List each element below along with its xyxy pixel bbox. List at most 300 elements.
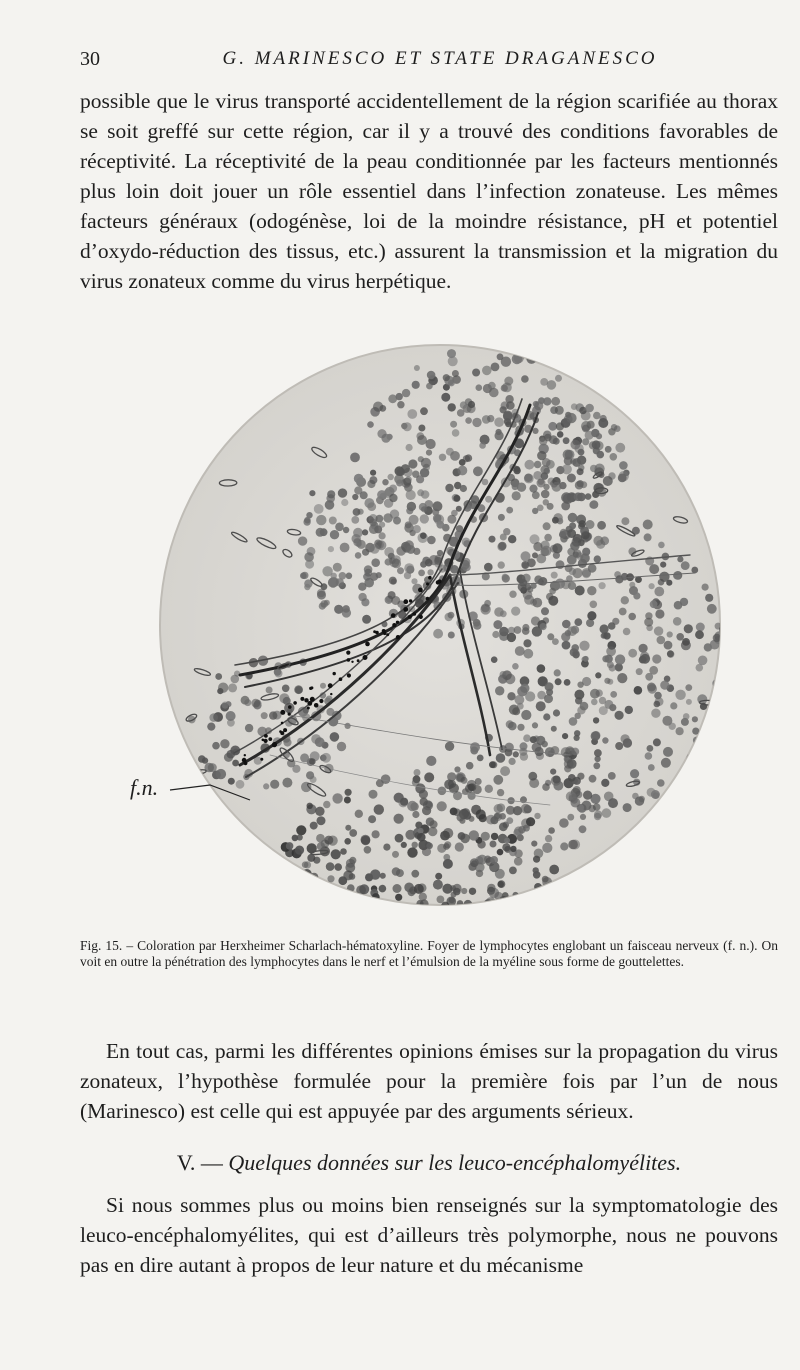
lymphocyte-cell (454, 766, 460, 772)
lymphocyte-cell (583, 791, 592, 800)
lymphocyte-cell (297, 834, 303, 840)
lymphocyte-cell (545, 747, 555, 757)
lymphocyte-cell (487, 415, 494, 422)
lymphocyte-cell (261, 712, 268, 719)
lymphocyte-cell (585, 431, 594, 440)
lymphocyte-cell (450, 451, 460, 461)
lymphocyte-cell (686, 699, 692, 705)
myelin-droplet (396, 635, 400, 639)
lymphocyte-cell (640, 654, 650, 664)
myelin-droplet (304, 698, 308, 702)
lymphocyte-cell (598, 418, 608, 428)
lymphocyte-cell (228, 683, 237, 692)
lymphocyte-cell (501, 357, 511, 367)
lymphocyte-cell (567, 474, 576, 483)
lymphocyte-cell (615, 654, 625, 664)
lymphocyte-cell (696, 623, 705, 632)
lymphocyte-cell (481, 832, 490, 841)
lymphocyte-cell (597, 521, 606, 530)
lymphocyte-cell (457, 900, 464, 907)
lymphocyte-cell (382, 920, 389, 925)
lymphocyte-cell (420, 798, 428, 806)
lymphocyte-cell (632, 793, 639, 800)
lymphocyte-cell (387, 922, 397, 926)
lymphocyte-cell (561, 747, 571, 757)
lymphocyte-cell (471, 914, 479, 922)
lymphocyte-cell (367, 480, 375, 488)
lymphocyte-cell (587, 586, 596, 595)
lymphocyte-cell (697, 694, 707, 704)
lymphocyte-cell (532, 742, 542, 752)
lymphocyte-cell (569, 522, 576, 529)
lymphocyte-cell (329, 517, 337, 525)
lymphocyte-cell (326, 862, 335, 871)
lymphocyte-cell (335, 523, 344, 532)
lymphocyte-cell (496, 753, 506, 763)
lymphocyte-cell (589, 775, 597, 783)
lymphocyte-cell (552, 517, 559, 524)
lymphocyte-cell (463, 812, 471, 820)
lymphocyte-cell (630, 769, 639, 778)
lymphocyte-cell (377, 429, 386, 438)
lymphocyte-cell (648, 764, 655, 771)
lymphocyte-cell (435, 873, 442, 880)
lymphocyte-cell (445, 742, 454, 751)
lymphocyte-cell (628, 613, 636, 621)
lymphocyte-cell (439, 921, 447, 925)
lymphocyte-cell (307, 878, 316, 887)
lymphocyte-cell (500, 610, 507, 617)
myelin-droplet (436, 580, 440, 584)
lymphocyte-cell (412, 811, 419, 818)
myelin-droplet (314, 703, 319, 708)
lymphocyte-cell (393, 884, 402, 893)
lymphocyte-cell (344, 838, 351, 845)
lymphocyte-cell (397, 401, 404, 408)
myelin-droplet (264, 734, 268, 738)
lymphocyte-cell (603, 632, 610, 639)
lymphocyte-cell (619, 608, 627, 616)
lymphocyte-cell (412, 471, 419, 478)
lymphocyte-cell (652, 654, 661, 663)
lymphocyte-cell (713, 711, 722, 720)
lymphocyte-cell (705, 594, 713, 602)
lymphocyte-cell (615, 711, 624, 720)
lymphocyte-cell (676, 633, 684, 641)
lymphocyte-cell (327, 875, 334, 882)
lymphocyte-cell (497, 881, 504, 888)
lymphocyte-cell (372, 830, 380, 838)
lymphocyte-cell (374, 804, 384, 814)
lymphocyte-cell (413, 525, 421, 533)
lymphocyte-cell (306, 771, 314, 779)
lymphocyte-cell (231, 675, 240, 684)
lymphocyte-cell (489, 918, 495, 924)
lymphocyte-cell (661, 758, 671, 768)
lymphocyte-cell (457, 409, 465, 417)
lymphocyte-cell (571, 440, 581, 450)
lymphocyte-cell (364, 846, 372, 854)
lymphocyte-cell (407, 409, 417, 419)
lymphocyte-cell (443, 843, 450, 850)
myelin-droplet (262, 739, 265, 742)
lymphocyte-cell (417, 833, 426, 842)
lymphocyte-cell (660, 681, 669, 690)
lymphocyte-cell (563, 494, 573, 504)
lymphocyte-cell (311, 884, 318, 891)
lymphocyte-cell (448, 403, 456, 411)
myelin-droplet (288, 705, 292, 709)
myelin-droplet (333, 672, 336, 675)
lymphocyte-cell (341, 499, 348, 506)
lymphocyte-cell (506, 806, 515, 815)
page-number: 30 (80, 48, 100, 70)
lymphocyte-cell (266, 687, 273, 694)
lymphocyte-cell (589, 501, 596, 508)
lymphocyte-cell (468, 401, 475, 408)
lymphocyte-cell (437, 801, 447, 811)
lymphocyte-cell (352, 494, 358, 500)
lymphocyte-cell (579, 520, 586, 527)
lymphocyte-cell (506, 507, 513, 514)
lymphocyte-cell (487, 884, 495, 892)
lymphocyte-cell (493, 775, 503, 785)
lymphocyte-cell (453, 884, 462, 893)
lymphocyte-cell (673, 572, 681, 580)
lymphocyte-cell (450, 421, 457, 428)
lymphocyte-cell (537, 505, 544, 512)
lymphocyte-cell (713, 727, 720, 734)
lymphocyte-cell (562, 464, 572, 474)
lymphocyte-cell (544, 694, 553, 703)
lymphocyte-cell (338, 917, 345, 924)
lymphocyte-cell (209, 713, 218, 722)
lymphocyte-cell (542, 783, 550, 791)
lymphocyte-cell (644, 618, 653, 627)
lymphocyte-cell (418, 828, 424, 834)
lymphocyte-cell (551, 397, 560, 406)
myelin-droplet (244, 754, 246, 756)
lymphocyte-cell (315, 807, 324, 816)
lymphocyte-cell (560, 842, 568, 850)
lymphocyte-cell (615, 443, 625, 453)
lymphocyte-cell (625, 706, 633, 714)
lymphocyte-cell (528, 772, 537, 781)
lymphocyte-cell (597, 451, 605, 459)
lymphocyte-cell (593, 412, 601, 420)
lymphocyte-cell (369, 903, 376, 910)
lymphocyte-cell (397, 468, 405, 476)
lymphocyte-cell (412, 381, 420, 389)
lymphocyte-cell (509, 867, 517, 875)
lymphocyte-cell (490, 912, 500, 922)
myelin-droplet (244, 761, 248, 765)
lymphocyte-cell (654, 692, 662, 700)
lymphocyte-cell (654, 587, 664, 597)
lymphocyte-cell (421, 506, 427, 512)
lymphocyte-cell (562, 733, 568, 739)
lymphocyte-cell (439, 454, 446, 461)
lymphocyte-cell (602, 808, 612, 818)
lymphocyte-cell (698, 656, 708, 666)
lymphocyte-cell (490, 856, 498, 864)
lymphocyte-cell (610, 691, 617, 698)
lymphocyte-cell (540, 378, 548, 386)
lymphocyte-cell (482, 366, 492, 376)
lymphocyte-cell (714, 687, 721, 694)
lymphocyte-cell (683, 713, 690, 720)
micrograph-field (160, 345, 720, 905)
lymphocyte-cell (704, 732, 713, 741)
lymphocyte-cell (458, 466, 468, 476)
lymphocyte-cell (649, 583, 655, 589)
paragraph-3: Si nous sommes plus ou moins bien renseignés sur la symptomatologie des leuco-encéphalomyélites, qui est d’ailleurs très polymorphe, nous ne pouvons pas en dire autant à propos de leur nature et du mécanisme (80, 1193, 778, 1277)
lymphocyte-cell (283, 738, 291, 746)
lymphocyte-cell (542, 843, 552, 853)
lymphocyte-cell (385, 558, 392, 565)
lymphocyte-cell (433, 880, 443, 890)
lymphocyte-cell (674, 601, 683, 610)
lymphocyte-cell (623, 803, 632, 812)
lymphocyte-cell (541, 490, 550, 499)
lymphocyte-cell (406, 545, 415, 554)
lymphocyte-cell (548, 596, 558, 606)
lymphocyte-cell (580, 553, 590, 563)
lymphocyte-cell (658, 579, 665, 586)
lymphocyte-cell (553, 709, 560, 716)
lymphocyte-cell (536, 701, 546, 711)
lymphocyte-cell (383, 844, 390, 851)
lymphocyte-cell (497, 803, 506, 812)
lymphocyte-cell (615, 742, 623, 750)
lymphocyte-cell (434, 915, 441, 922)
lymphocyte-cell (585, 493, 592, 500)
micrograph-figure (150, 335, 730, 925)
lymphocyte-cell (453, 495, 460, 502)
myelin-droplet (375, 631, 379, 635)
lymphocyte-cell (645, 752, 653, 760)
myelin-droplet (288, 713, 291, 716)
lymphocyte-cell (354, 474, 364, 484)
lymphocyte-cell (574, 690, 584, 700)
lymphocyte-cell (583, 656, 589, 662)
lymphocyte-cell (309, 490, 315, 496)
lymphocyte-cell (514, 857, 523, 866)
lymphocyte-cell (361, 836, 370, 845)
lymphocyte-cell (562, 620, 571, 629)
lymphocyte-cell (567, 759, 577, 769)
lymphocyte-cell (489, 536, 496, 543)
lymphocyte-cell (593, 762, 600, 769)
lymphocyte-cell (415, 822, 422, 829)
lymphocyte-cell (346, 573, 353, 580)
lymphocyte-cell (470, 858, 479, 867)
lymphocyte-cell (345, 825, 351, 831)
lymphocyte-cell (340, 543, 350, 553)
lymphocyte-cell (316, 515, 326, 525)
lymphocyte-cell (534, 461, 542, 469)
myelin-droplet (357, 659, 360, 662)
lymphocyte-cell (512, 483, 519, 490)
lymphocyte-cell (461, 777, 468, 784)
lymphocyte-cell (643, 520, 653, 530)
lymphocyte-cell (477, 755, 484, 762)
lymphocyte-cell (317, 816, 326, 825)
lymphocyte-cell (484, 600, 491, 607)
myelin-droplet (382, 629, 386, 633)
lymphocyte-cell (676, 727, 684, 735)
lymphocyte-cell (345, 789, 352, 796)
lymphocyte-cell (296, 882, 304, 890)
lymphocyte-cell (512, 663, 519, 670)
lymphocyte-cell (670, 702, 677, 709)
lymphocyte-cell (369, 790, 378, 799)
myelin-droplet (319, 699, 323, 703)
lymphocyte-cell (222, 702, 229, 709)
lymphocyte-cell (506, 720, 514, 728)
lymphocyte-cell (364, 578, 374, 588)
myelin-droplet (330, 693, 332, 695)
lymphocyte-cell (524, 474, 534, 484)
lymphocyte-cell (532, 722, 538, 728)
lymphocyte-cell (581, 421, 591, 431)
lymphocyte-cell (651, 709, 660, 718)
lymphocyte-cell (340, 848, 347, 855)
lymphocyte-cell (334, 605, 343, 614)
lymphocyte-cell (593, 803, 601, 811)
lymphocyte-cell (453, 913, 462, 922)
lymphocyte-cell (251, 699, 260, 708)
lymphocyte-cell (611, 424, 618, 431)
lymphocyte-cell (569, 568, 576, 575)
lymphocyte-cell (568, 513, 578, 523)
myelin-droplet (347, 673, 351, 677)
lymphocyte-cell (498, 514, 505, 521)
lymphocyte-cell (606, 646, 616, 656)
lymphocyte-cell (639, 796, 645, 802)
figure-label-fn: f.n. (130, 775, 159, 800)
lymphocyte-cell (426, 450, 432, 456)
lymphocyte-cell (414, 769, 421, 776)
lymphocyte-cell (594, 813, 601, 820)
lymphocyte-cell (534, 849, 544, 859)
lymphocyte-cell (551, 572, 558, 579)
lymphocyte-cell (309, 758, 316, 765)
lymphocyte-cell (450, 808, 458, 816)
lymphocyte-cell (532, 428, 538, 434)
lymphocyte-cell (547, 503, 554, 510)
lymphocyte-cell (426, 439, 436, 449)
lymphocyte-cell (400, 798, 408, 806)
lymphocyte-cell (412, 842, 418, 848)
lymphocyte-cell (548, 422, 557, 431)
lymphocyte-cell (220, 739, 229, 748)
lymphocyte-cell (508, 535, 516, 543)
lymphocyte-cell (495, 869, 505, 879)
lymphocyte-cell (647, 745, 654, 752)
lymphocyte-cell (531, 841, 537, 847)
lymphocyte-cell (509, 758, 516, 765)
lymphocyte-cell (369, 901, 377, 909)
lymphocyte-cell (428, 827, 437, 836)
lymphocyte-cell (392, 851, 399, 858)
lymphocyte-cell (505, 743, 514, 752)
lymphocyte-cell (490, 841, 497, 848)
lymphocyte-cell (338, 488, 347, 497)
lymphocyte-cell (604, 678, 610, 684)
lymphocyte-cell (401, 842, 407, 848)
lymphocyte-cell (675, 690, 685, 700)
lymphocyte-cell (600, 536, 609, 545)
myelin-droplet (300, 697, 304, 701)
lymphocyte-cell (216, 769, 226, 779)
lymphocyte-cell (327, 490, 335, 498)
lymphocyte-cell (706, 742, 712, 748)
lymphocyte-cell (426, 383, 433, 390)
lymphocyte-cell (472, 369, 480, 377)
lymphocyte-cell (515, 646, 525, 656)
lymphocyte-cell (355, 541, 361, 547)
myelin-droplet (328, 683, 333, 688)
lymphocyte-cell (320, 683, 326, 689)
lymphocyte-cell (282, 778, 292, 788)
lymphocyte-cell (579, 825, 587, 833)
lymphocyte-cell (654, 701, 661, 708)
section-heading (80, 1150, 778, 1176)
lymphocyte-cell (484, 563, 493, 572)
myelin-droplet (418, 588, 423, 593)
lymphocyte-cell (228, 778, 235, 785)
lymphocyte-cell (485, 496, 492, 503)
lymphocyte-cell (380, 873, 386, 879)
paragraph-2: En tout cas, parmi les différentes opinions émises sur la propagation du virus zonateux, l’hypothèse formulée pour la première fois par l’un de nous (Marinesco) est celle qui est appuyée par des arguments sérieux. (80, 1039, 778, 1123)
lymphocyte-cell (373, 402, 383, 412)
lymphocyte-cell (466, 762, 474, 770)
lymphocyte-cell (473, 466, 483, 476)
lymphocyte-cell (517, 724, 524, 731)
lymphocyte-cell (566, 413, 576, 423)
lymphocyte-cell (445, 484, 453, 492)
lymphocyte-cell (418, 456, 424, 462)
lymphocyte-cell (503, 412, 512, 421)
lymphocyte-cell (511, 607, 520, 616)
lymphocyte-cell (552, 638, 559, 645)
lymphocyte-cell (344, 797, 351, 804)
lymphocyte-cell (506, 817, 513, 824)
lymphocyte-cell (521, 804, 531, 814)
lymphocyte-cell (595, 672, 601, 678)
lymphocyte-cell (582, 568, 591, 577)
lymphocyte-cell (691, 567, 698, 574)
lymphocyte-cell (370, 869, 380, 879)
lymphocyte-cell (224, 753, 233, 762)
lymphocyte-cell (503, 528, 510, 535)
lymphocyte-cell (509, 591, 516, 598)
lymphocyte-cell (500, 671, 507, 678)
lymphocyte-cell (396, 393, 403, 400)
lymphocyte-cell (269, 711, 277, 719)
lymphocyte-cell (557, 431, 564, 438)
lymphocyte-cell (569, 717, 578, 726)
lymphocyte-cell (456, 506, 462, 512)
lymphocyte-cell (525, 460, 535, 470)
lymphocyte-cell (497, 542, 506, 551)
figure-caption: Fig. 15. – Coloration par Herxheimer Scharlach-hématoxyline. Foyer de lymphocytes englobant un faisceau nerveux (f. n.). On voit en outre la pénétration des lymphocytes dans le nerf et l’émulsion de la myéline sous forme de gouttelettes. (80, 938, 778, 969)
lymphocyte-cell (302, 861, 309, 868)
lymphocyte-cell (571, 403, 578, 410)
lymphocyte-cell (708, 741, 715, 748)
lymphocyte-cell (489, 761, 496, 768)
